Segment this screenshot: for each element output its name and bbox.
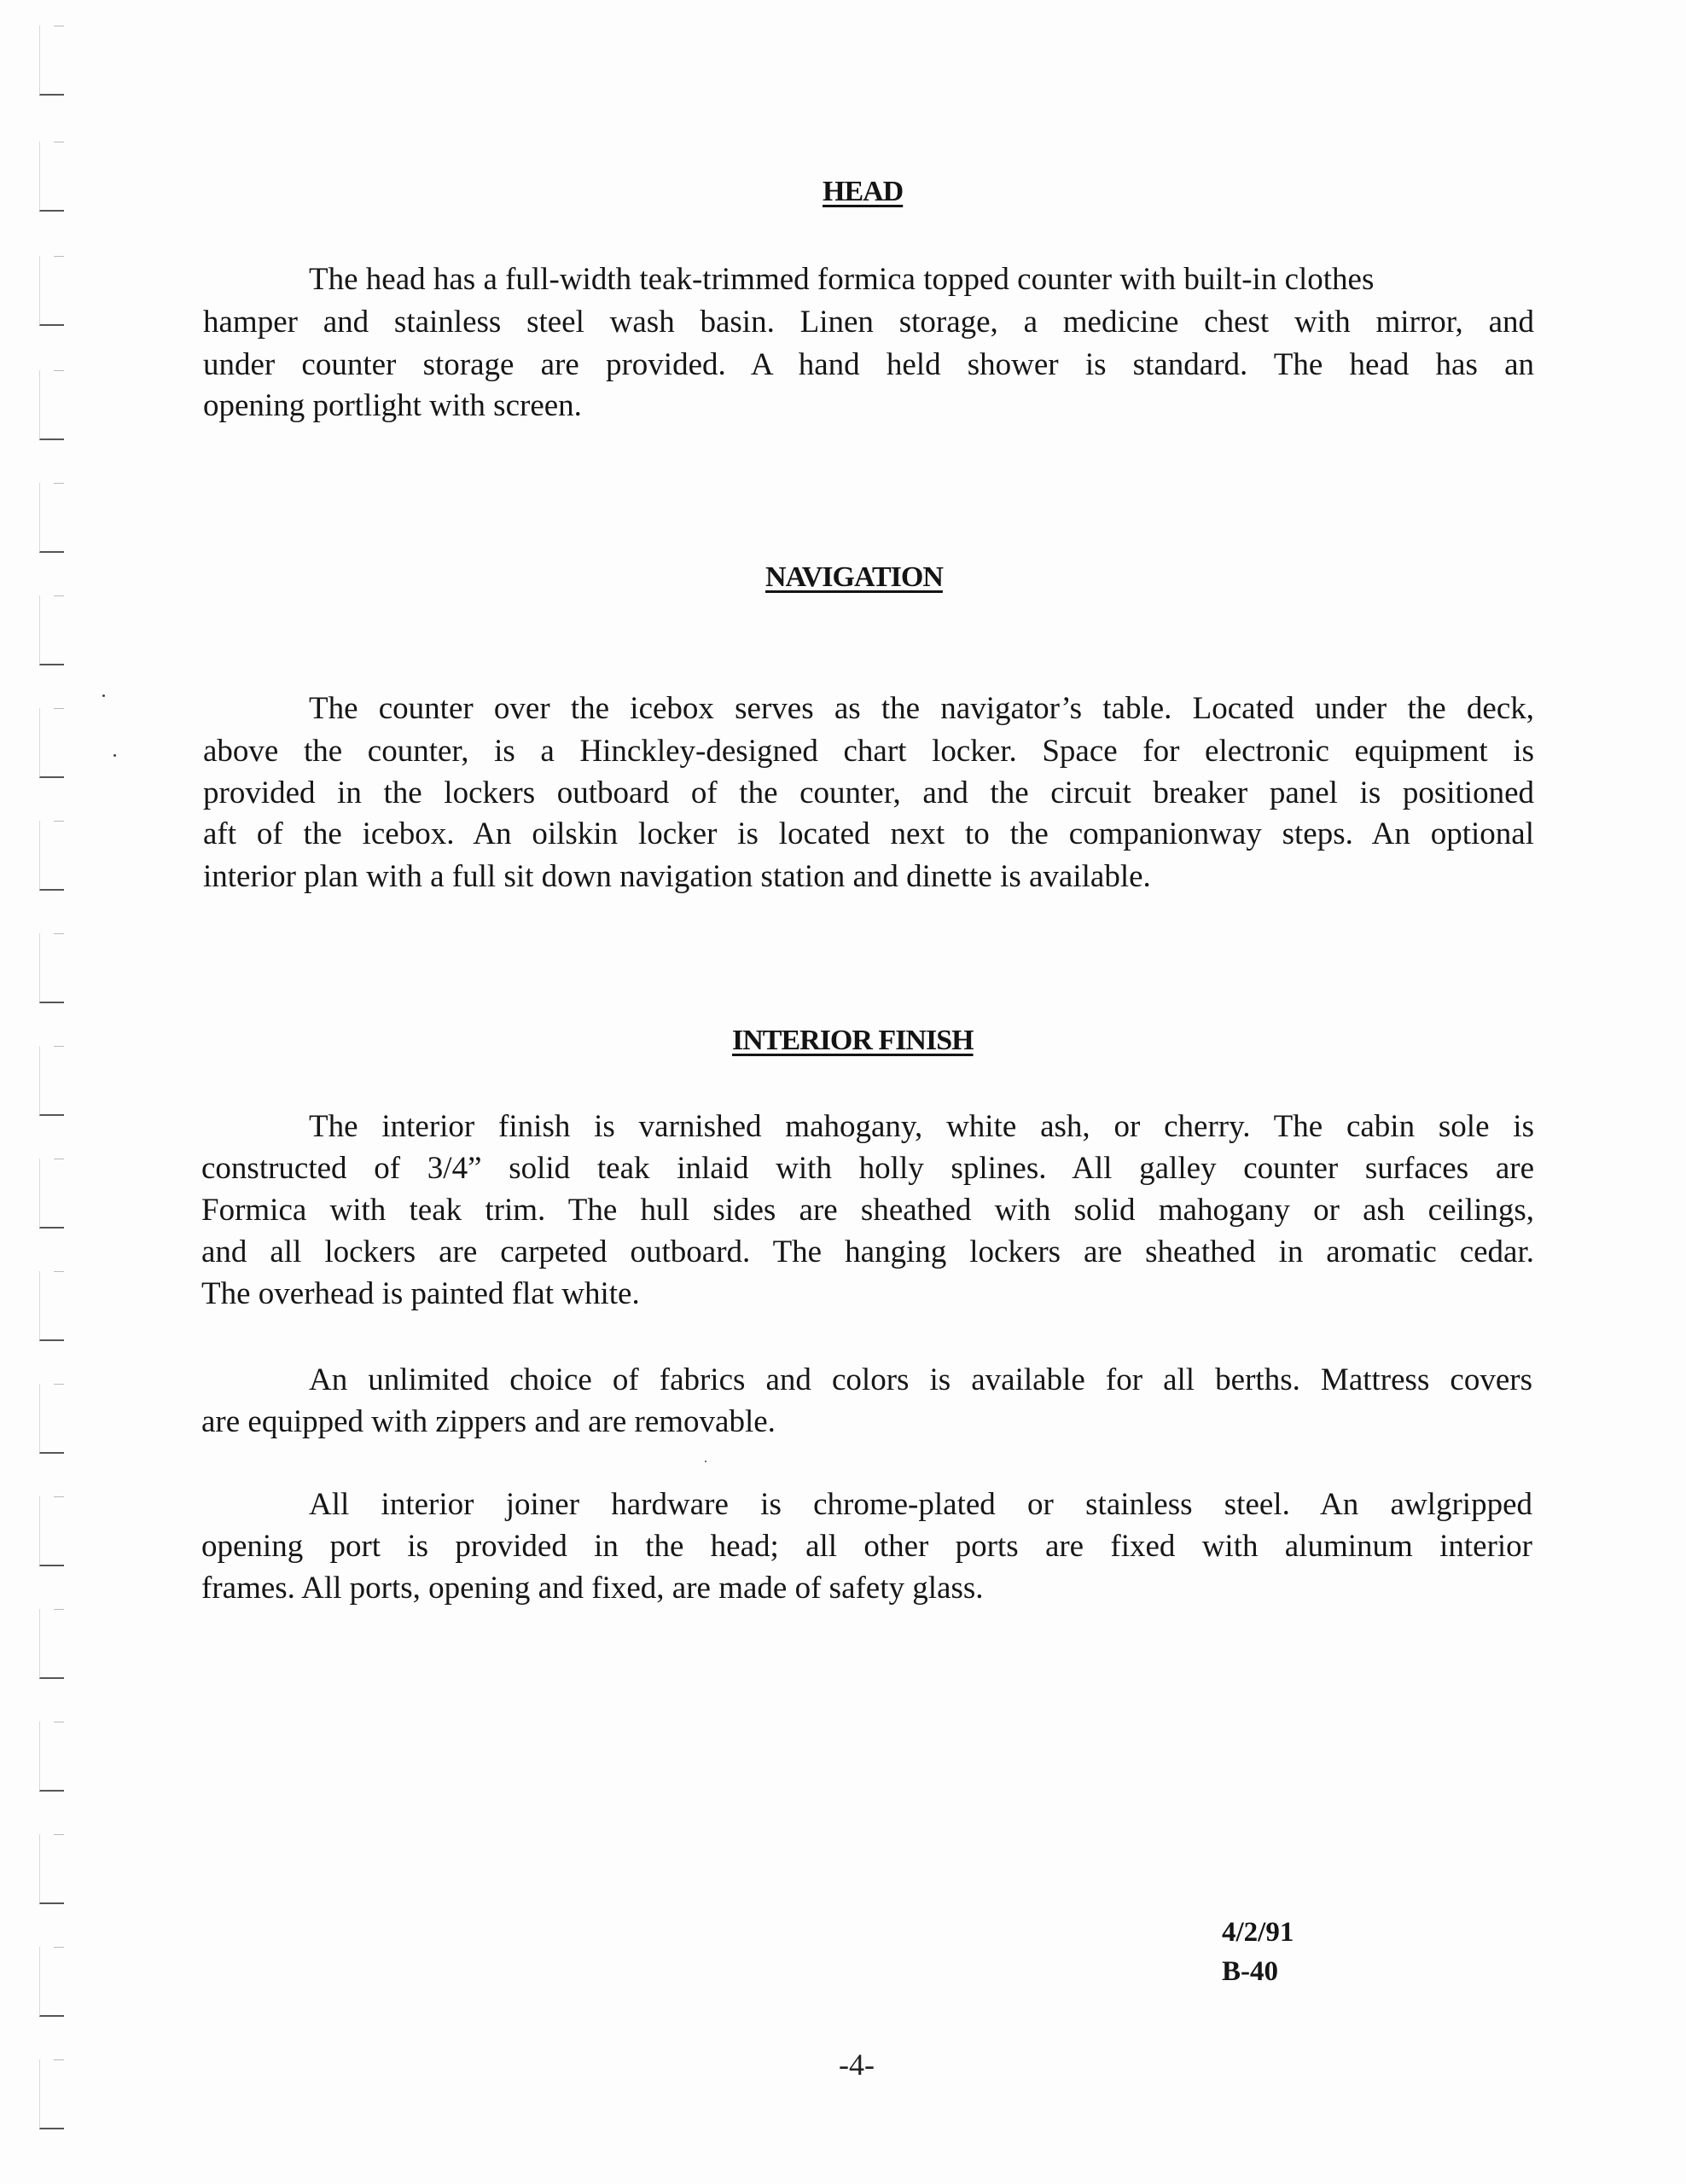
binding-mark (39, 256, 64, 326)
section-heading-head: HEAD (823, 176, 904, 207)
paragraph-line: provided in the lockers outboard of the counter, and the circuit breaker panel is positioned (203, 775, 1534, 810)
section-heading-navigation: NAVIGATION (765, 561, 943, 593)
paragraph-line: constructed of 3/4” solid teak inlaid with holly splines. All galley counter surfaces are (201, 1151, 1534, 1186)
binding-mark (39, 483, 64, 553)
binding-mark (39, 821, 64, 891)
binding-mark (39, 1609, 64, 1679)
paragraph-line: are equipped with zippers and are removable. (201, 1404, 776, 1439)
binding-edge-marks (0, 0, 94, 2184)
binding-mark (39, 595, 64, 665)
paragraph-line: All interior joiner hardware is chrome-plated or stainless steel. An awlgripped (309, 1487, 1532, 1522)
paragraph-line: An unlimited choice of fabrics and colors is available for all berths. Mattress covers (309, 1362, 1532, 1397)
paragraph-line: aft of the icebox. An oilskin locker is located next to the companionway steps. An optional (203, 816, 1534, 851)
paragraph-line: The head has a full-width teak-trimmed formica topped counter with built-in clothes (309, 262, 1375, 297)
paragraph-line: hamper and stainless steel wash basin. Linen storage, a medicine chest with mirror, and (203, 305, 1534, 340)
binding-mark (39, 1834, 64, 1904)
paragraph-line: The interior finish is varnished mahogany, white ash, or cherry. The cabin sole is (309, 1109, 1534, 1144)
binding-mark (39, 1384, 64, 1454)
binding-mark (39, 1159, 64, 1228)
scan-speck (102, 694, 105, 697)
paragraph-line: and all lockers are carpeted outboard. The hanging lockers are sheathed in aromatic cedar. (201, 1234, 1534, 1269)
paragraph-line: The overhead is painted flat white. (201, 1276, 640, 1311)
paragraph-line: under counter storage are provided. A hand held shower is standard. The head has an (203, 347, 1534, 382)
paragraph-line: interior plan with a full sit down navigation station and dinette is available. (203, 859, 1151, 894)
binding-mark (39, 26, 64, 96)
paragraph-line: frames. All ports, opening and fixed, are made of safety glass. (201, 1571, 984, 1606)
binding-mark (39, 142, 64, 212)
page-number: -4- (839, 2048, 875, 2082)
binding-mark (39, 1722, 64, 1792)
binding-mark (39, 2059, 64, 2129)
paragraph-line: opening portlight with screen. (203, 388, 582, 423)
binding-mark (39, 370, 64, 440)
paragraph-line: The counter over the icebox serves as the navigator’s table. Located under the deck, (309, 691, 1534, 726)
paragraph-line: opening port is provided in the head; all other ports are fixed with aluminum interior (201, 1529, 1532, 1564)
scan-speck (705, 1461, 706, 1462)
paragraph-line: above the counter, is a Hinckley-designed chart locker. Space for electronic equipment is (203, 734, 1534, 769)
binding-mark (39, 1046, 64, 1116)
binding-mark (39, 1947, 64, 2017)
document-code: B-40 (1222, 1956, 1278, 1987)
section-heading-interior-finish: INTERIOR FINISH (732, 1025, 974, 1056)
revision-date: 4/2/91 (1222, 1917, 1294, 1948)
paragraph-line: Formica with teak trim. The hull sides are sheathed with solid mahogany or ash ceilings, (201, 1193, 1534, 1228)
binding-mark (39, 1271, 64, 1341)
binding-mark (39, 1496, 64, 1566)
scan-speck (113, 754, 116, 757)
binding-mark (39, 708, 64, 778)
binding-mark (39, 933, 64, 1003)
